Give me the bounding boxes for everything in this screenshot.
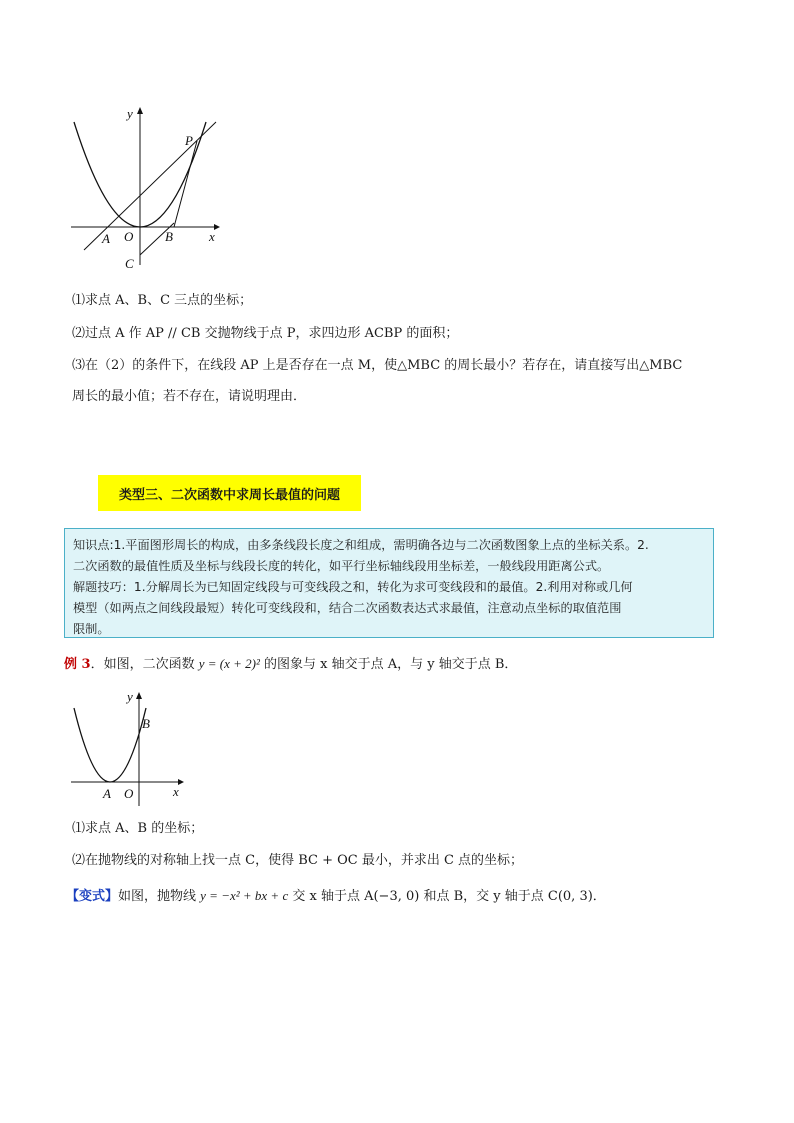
question-2-1: ⑴求点 A、B 的坐标； bbox=[72, 821, 204, 836]
variant-text-b: 交 x 轴于点 A(−3, 0) 和点 B，交 y 轴于点 C(0, 3)． bbox=[288, 889, 606, 904]
knowledge-line-2: 二次函数的最值性质及坐标与线段长度的转化，如平行坐标轴线段用坐标差，一般线段用距离公式。 bbox=[73, 559, 610, 573]
knowledge-line-4: 模型（如两点之间线段最短）转化可变线段和，结合二次函数表达式求最值，注意动点坐标的取值范围 bbox=[73, 601, 622, 615]
question-1-3-line-2: 周长的最小值；若不存在，请说明理由． bbox=[72, 389, 307, 404]
fig2-label-o: O bbox=[124, 786, 134, 801]
section-title: 类型三、二次函数中求周长最值的问题 bbox=[98, 475, 361, 511]
example-3 bbox=[64, 655, 517, 674]
fig2-label-x: x bbox=[173, 784, 179, 799]
parabola-figure-2 bbox=[66, 686, 196, 806]
fig1-label-b: B bbox=[165, 229, 173, 244]
fig1-label-x: x bbox=[209, 229, 215, 244]
variant bbox=[66, 887, 606, 906]
example-text-b: 的图象与 x 轴交于点 A，与 y 轴交于点 B． bbox=[259, 657, 518, 672]
fig1-label-o: O bbox=[124, 229, 134, 244]
example-label: 例 3 bbox=[64, 657, 91, 672]
fig1-label-p: P bbox=[185, 133, 193, 148]
fig2-label-a: A bbox=[103, 786, 111, 801]
example-formula: y = (x + 2)² bbox=[198, 656, 260, 671]
example-text-a: ．如图，二次函数 bbox=[90, 657, 199, 672]
variant-formula: y = −x² + bx + c bbox=[200, 888, 289, 903]
fig1-label-c: C bbox=[125, 256, 134, 271]
variant-text-a: 如图，抛物线 bbox=[118, 889, 201, 904]
fig2-label-b: B bbox=[142, 716, 150, 731]
knowledge-line-5: 限制。 bbox=[73, 622, 110, 636]
knowledge-line-1: 知识点:1.平面图形周长的构成，由多条线段长度之和组成，需明确各边与二次函数图象上点的坐标关系。2. bbox=[73, 538, 649, 552]
fig2-label-y: y bbox=[127, 689, 133, 704]
fig1-label-y: y bbox=[127, 106, 133, 121]
knowledge-box bbox=[64, 528, 714, 638]
variant-label: 【变式】 bbox=[66, 889, 119, 904]
question-1-2: ⑵过点 A 作 AP // CB 交抛物线于点 P，求四边形 ACBP 的面积； bbox=[72, 326, 459, 341]
knowledge-line-3: 解题技巧：1.分解周长为已知固定线段与可变线段之和，转化为求可变线段和的最值。2.利用对称或几何 bbox=[73, 580, 633, 594]
fig1-label-a: A bbox=[102, 231, 110, 246]
question-1-3-line-1: ⑶在（2）的条件下，在线段 AP 上是否存在一点 M，使△MBC 的周长最小？若存在，请直接写出△MBC bbox=[72, 358, 683, 373]
parabola-figure-1 bbox=[66, 100, 226, 275]
question-1-1: ⑴求点 A、B、C 三点的坐标； bbox=[72, 293, 253, 308]
question-2-2: ⑵在抛物线的对称轴上找一点 C，使得 BC + OC 最小，并求出 C 点的坐标； bbox=[72, 853, 524, 868]
